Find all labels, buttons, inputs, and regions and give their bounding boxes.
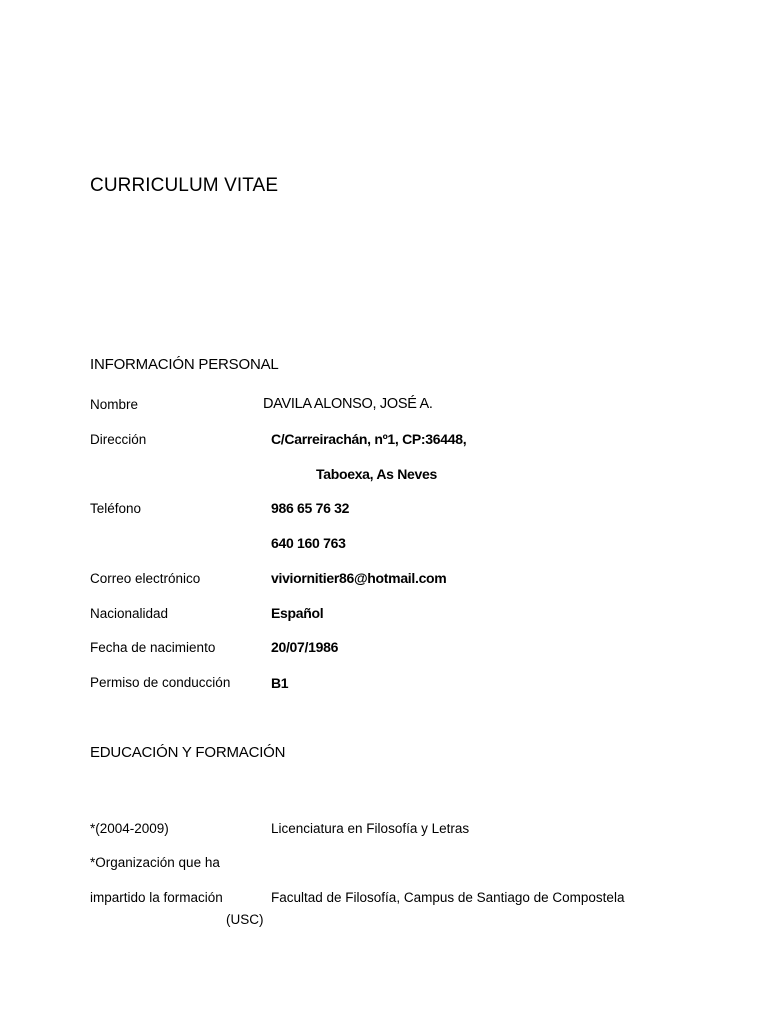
org-value-suffix: (USC) [226,912,264,927]
org-label-line1: *Organización que ha [90,855,220,870]
license-value: B1 [271,675,289,691]
nationality-value: Español [271,605,324,621]
org-value: Facultad de Filosofía, Campus de Santiago de Compostela [271,890,625,905]
birthdate-label: Fecha de nacimiento [90,640,216,655]
name-label: Nombre [90,397,139,412]
birthdate-value: 20/07/1986 [271,639,339,655]
address-label: Dirección [90,432,147,447]
org-label-line2: impartido la formación [90,890,223,905]
email-value: viviornitier86@hotmail.com [271,570,447,586]
education-period: *(2004-2009) [90,821,169,836]
email-label: Correo electrónico [90,571,201,586]
education-degree: Licenciatura en Filosofía y Letras [271,821,470,836]
name-value: DAVILA ALONSO, JOSÉ A. [263,396,433,412]
address-line2: Taboexa, As Neves [316,466,437,482]
personal-info-heading: INFORMACIÓN PERSONAL [90,356,279,373]
education-heading: EDUCACIÓN Y FORMACIÓN [90,744,286,761]
phone-primary: 986 65 76 32 [271,500,350,516]
phone-label: Teléfono [90,501,142,516]
document-title: CURRICULUM VITAE [90,175,279,196]
address-line1: C/Carreirachán, nº1, CP:36448, [271,431,467,447]
phone-secondary: 640 160 763 [271,535,346,551]
nationality-label: Nacionalidad [90,606,169,621]
license-label: Permiso de conducción [90,675,231,690]
